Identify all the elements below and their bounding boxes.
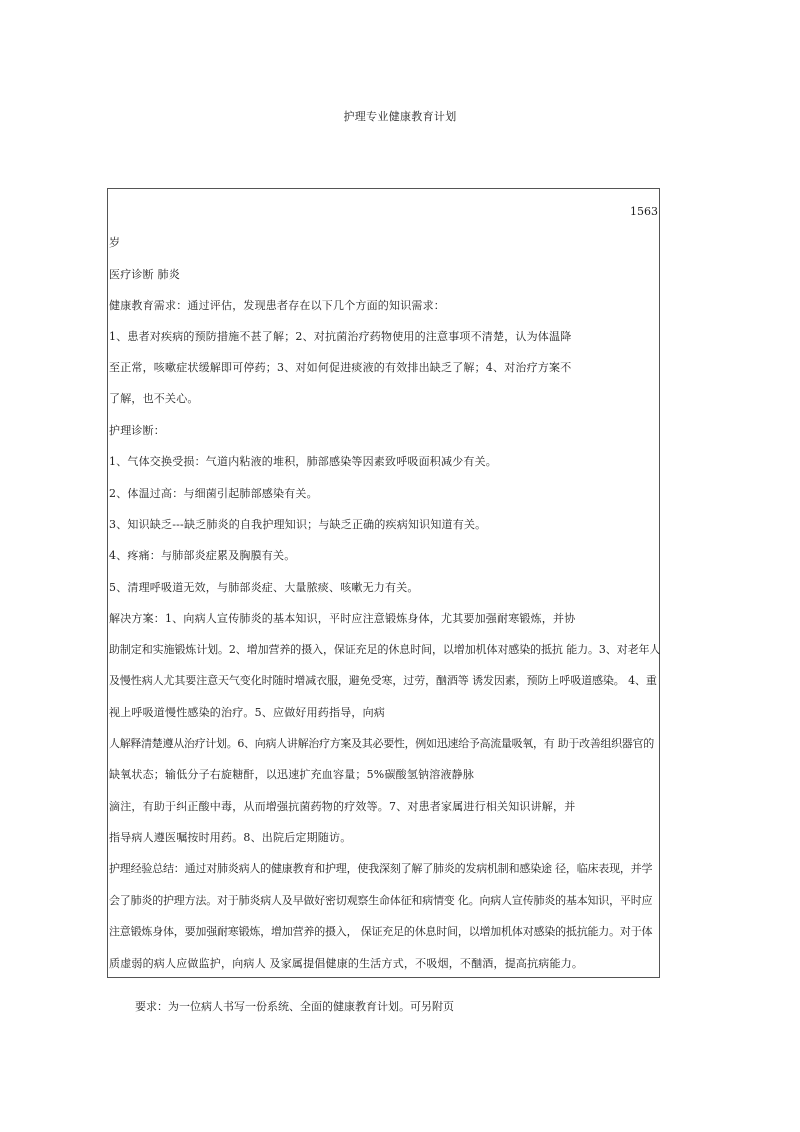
requirement-note: 要求：为一位病人书写一份系统、全面的健康教育计划。可另附页 [135,1000,454,1013]
text-line-diagnosis: 医疗诊断 肺炎 [109,268,180,281]
text-line-summary-2: 会了肺炎的护理方法。对于肺炎病人及早做好密切观察生命体征和病情变 化。向病人宣传肺炎的基本知识，平时应 [109,894,653,907]
text-line-summary-4: 质虚弱的病人应做监护，向病人 及家属提倡健康的生活方式，不吸烟，不酗酒，提高抗病能力。 [109,957,584,970]
text-line-age: 岁 [109,236,121,249]
text-line-solution-8: 指导病人遵医嘱按时用药。8、出院后定期随访。 [109,831,352,844]
text-line-needs-1: 1、患者对疾病的预防措施不甚了解；2、对抗菌治疗药物使用的注意事项不清楚，认为体温降 [109,330,572,343]
text-line-summary-1: 护理经验总结：通过对肺炎病人的健康教育和护理，使我深刻了解了肺炎的发病机制和感染途 径，临床表现，并学 [109,862,653,875]
text-line-nursing-2: 2、体温过高：与细菌引起肺部感染有关。 [109,487,318,500]
page-title: 护理专业健康教育计划 [343,110,457,123]
text-line-solution-4: 视上呼吸道慢性感染的治疗。5、应做好用药指导，向病 [109,706,385,719]
text-line-needs-2: 至正常，咳嗽症状缓解即可停药；3、对如何促进痰液的有效排出缺乏了解；4、对治疗方案不 [109,361,572,374]
text-line-summary-3: 注意锻炼身体，要加强耐寒锻炼，增加营养的摄入， 保证充足的休息时间，以增加机体对感染的抵抗能力。对于体 [109,925,653,938]
text-line-needs-heading: 健康教育需求：通过评估，发现患者存在以下几个方面的知识需求： [109,299,445,312]
text-line-needs-3: 了解，也不关心。 [109,392,199,405]
text-line-nursing-1: 1、气体交换受损：气道内粘液的堆积，肺部感染等因素致呼吸面积减少有关。 [109,455,497,468]
text-line-nursing-3: 3、知识缺乏---缺乏肺炎的自我护理知识；与缺乏正确的疾病知识知道有关。 [109,518,487,531]
text-line-nursing-5: 5、清理呼吸道无效，与肺部炎症、大量脓痰、咳嗽无力有关。 [109,581,419,594]
text-line-solution-1: 解决方案：1、向病人宣传肺炎的基本知识，平时应注意锻炼身体，尤其要加强耐寒锻炼，并协 [109,612,576,625]
record-number: 1563 [630,205,658,218]
text-line-nursing-heading: 护理诊断： [109,424,165,437]
text-line-solution-7: 滴注，有助于纠正酸中毒，从而增强抗菌药物的疗效等。7、对患者家属进行相关知识讲解，并 [109,800,576,813]
text-line-solution-3: 及慢性病人尤其要注意天气变化时随时增减衣服，避免受寒，过劳，酗酒等 诱发因素，预防上呼吸道感染。 4、重 [109,674,657,687]
text-line-solution-5: 人解释清楚遵从治疗计划。6、向病人讲解治疗方案及其必要性，例如迅速给予高流量吸氧，有 助于改善组织器官的 [109,737,654,750]
text-line-nursing-4: 4、疼痛：与肺部炎症累及胸膜有关。 [109,549,296,562]
text-line-solution-2: 助制定和实施锻炼计划。2、增加营养的摄入，保证充足的休息时间，以增加机体对感染的抵抗 能力。3、对老年人 [109,643,661,656]
text-line-solution-6: 缺氧状态；输低分子右旋糖酐，以迅速扩充血容量；5%碳酸氢钠溶液静脉 [109,768,475,781]
